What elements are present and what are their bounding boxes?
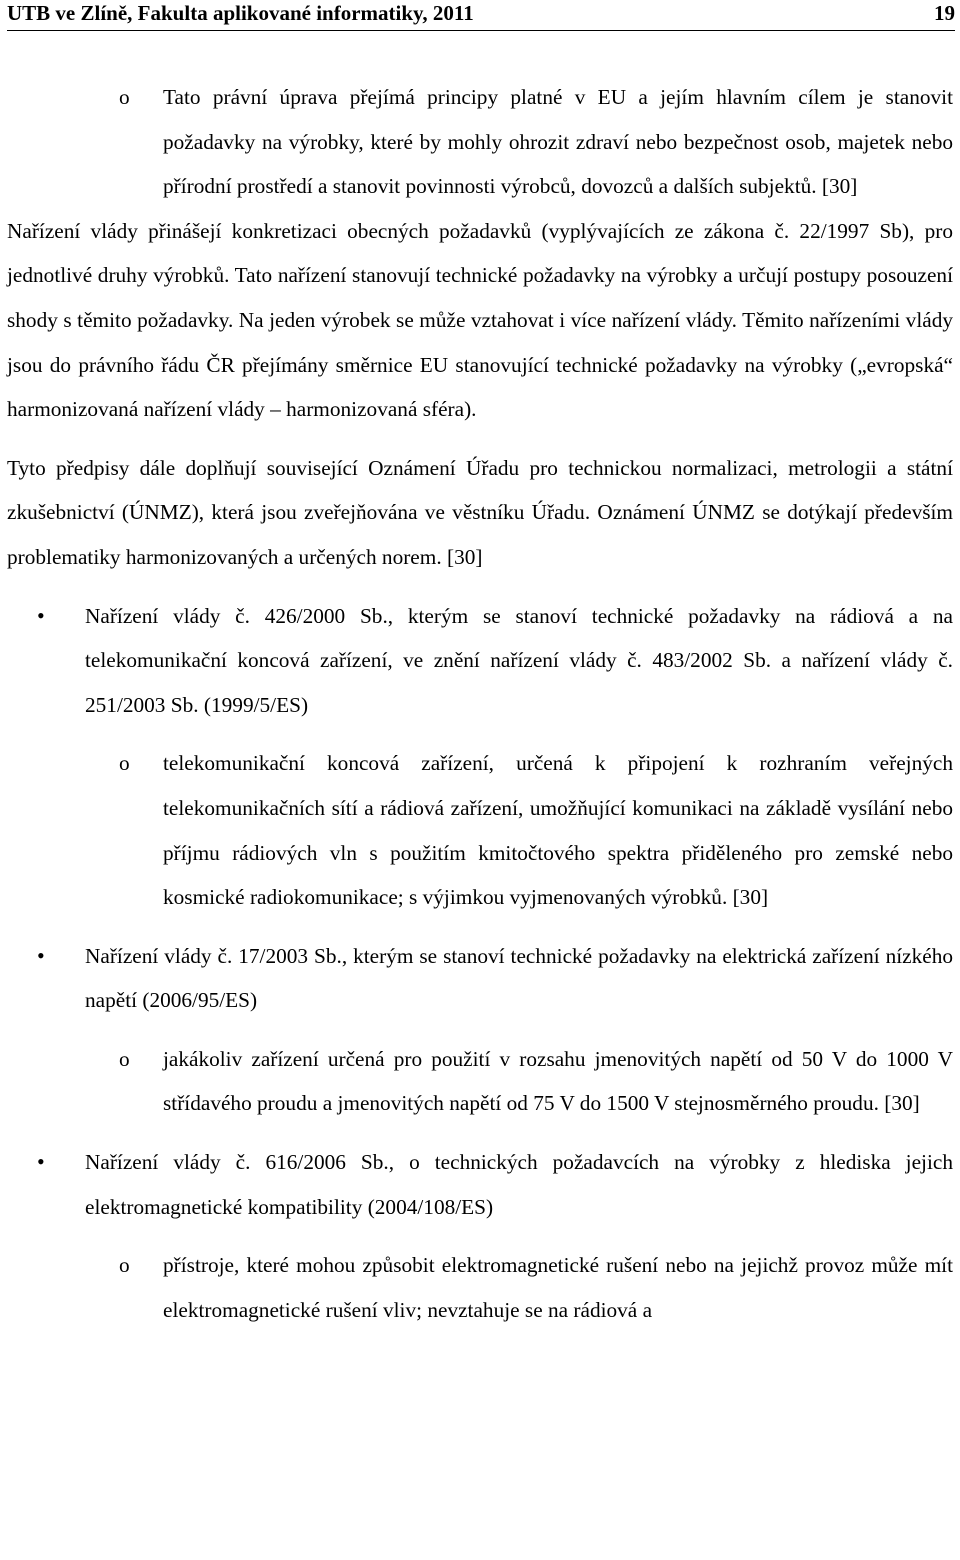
bullet-list-text: Nařízení vlády č. 616/2006 Sb., o technických požadavcích na výrobky z hlediska jejich elektromagnetické kompatibility (2004/108/ES) [85, 1150, 953, 1219]
header-divider [7, 30, 955, 31]
document-body [7, 75, 953, 1332]
bullet-icon: • [37, 942, 45, 968]
circle-bullet-icon: o [119, 85, 130, 109]
bullet-list-text: Nařízení vlády č. 426/2000 Sb., kterým se stanoví technické požadavky na rádiová a na telekomunikační koncová zařízení, ve znění nařízení vlády č. 483/2002 Sb. a nařízení vlády č. 251/2003 Sb. (1999/5/ES) [85, 603, 953, 717]
sub-list-text: přístroje, které mohou způsobit elektromagnetické rušení nebo na jejichž provoz může mít elektromagnetické rušení vliv; nevztahuje se na rádiová a [163, 1253, 953, 1322]
sub-list-item [7, 1243, 953, 1332]
bullet-list-item [7, 594, 953, 728]
bullet-list-text: Nařízení vlády č. 17/2003 Sb., kterým se stanoví technické požadavky na elektrická zařízení nízkého napětí (2006/95/ES) [85, 943, 953, 1013]
bullet-icon: • [37, 1149, 45, 1175]
page-header [7, 0, 955, 30]
header-title: UTB ve Zlíně, Fakulta aplikované informatiky, 2011 [7, 1, 474, 25]
paragraph: Nařízení vlády přinášejí konkretizaci obecných požadavků (vyplývajících ze zákona č. 22/1997 Sb), pro jednotlivé druhy výrobků. Tato nařízení stanovují technické požadavky na výrobky a určují postupy posouzení shody s těmito požadavky. Na jeden výrobek se může vztahovat i více nařízení vlády. Těmito nařízeními vlády jsou do právního řádu ČR přejímány směrnice EU stanovující technické požadavky na výrobky („evropská“ harmonizovaná nařízení vlády – harmonizovaná sféra). [7, 218, 953, 422]
circle-bullet-icon: o [119, 1046, 130, 1071]
bullet-list-item [7, 934, 953, 1023]
bullet-icon: • [37, 602, 45, 628]
sub-list-item [7, 1037, 953, 1126]
sub-list-item [7, 741, 953, 919]
bullet-list-item [7, 1140, 953, 1229]
sub-list-text: jakákoliv zařízení určená pro použití v rozsahu jmenovitých napětí od 50 V do 1000 V střídavého proudu a jmenovitých napětí od 75 V do 1500 V stejnosměrného proudu. [30] [163, 1046, 953, 1116]
paragraph: Tyto předpisy dále doplňují související Oznámení Úřadu pro technickou normalizaci, metrologii a státní zkušebnictví (ÚNMZ), která jsou zveřejňována ve věstníku Úřadu. Oznámení ÚNMZ se dotýkají především problematiky harmonizovaných a určených norem. [30] [7, 455, 953, 569]
sub-list-item [7, 75, 953, 209]
circle-bullet-icon: o [119, 751, 130, 776]
sub-list-text: telekomunikační koncová zařízení, určená k připojení k rozhraním veřejných telekomunikačních sítí a rádiová zařízení, umožňující komunikaci na základě vysílání nebo příjmu rádiových vln s použitím kmitočtového spektra přiděleného pro zemské nebo kosmické radiokomunikace; s výjimkou vyjmenovaných výrobků. [30] [163, 751, 953, 910]
page-number: 19 [934, 1, 955, 25]
circle-bullet-icon: o [119, 1253, 130, 1278]
sub-list-text: Tato právní úprava přejímá principy platné v EU a jejím hlavním cílem je stanovit požadavky na výrobky, které by mohly ohrozit zdraví nebo bezpečnost osob, majetek nebo přírodní prostředí a stanovit povinnosti výrobců, dovozců a dalších subjektů. [30] [163, 85, 953, 199]
